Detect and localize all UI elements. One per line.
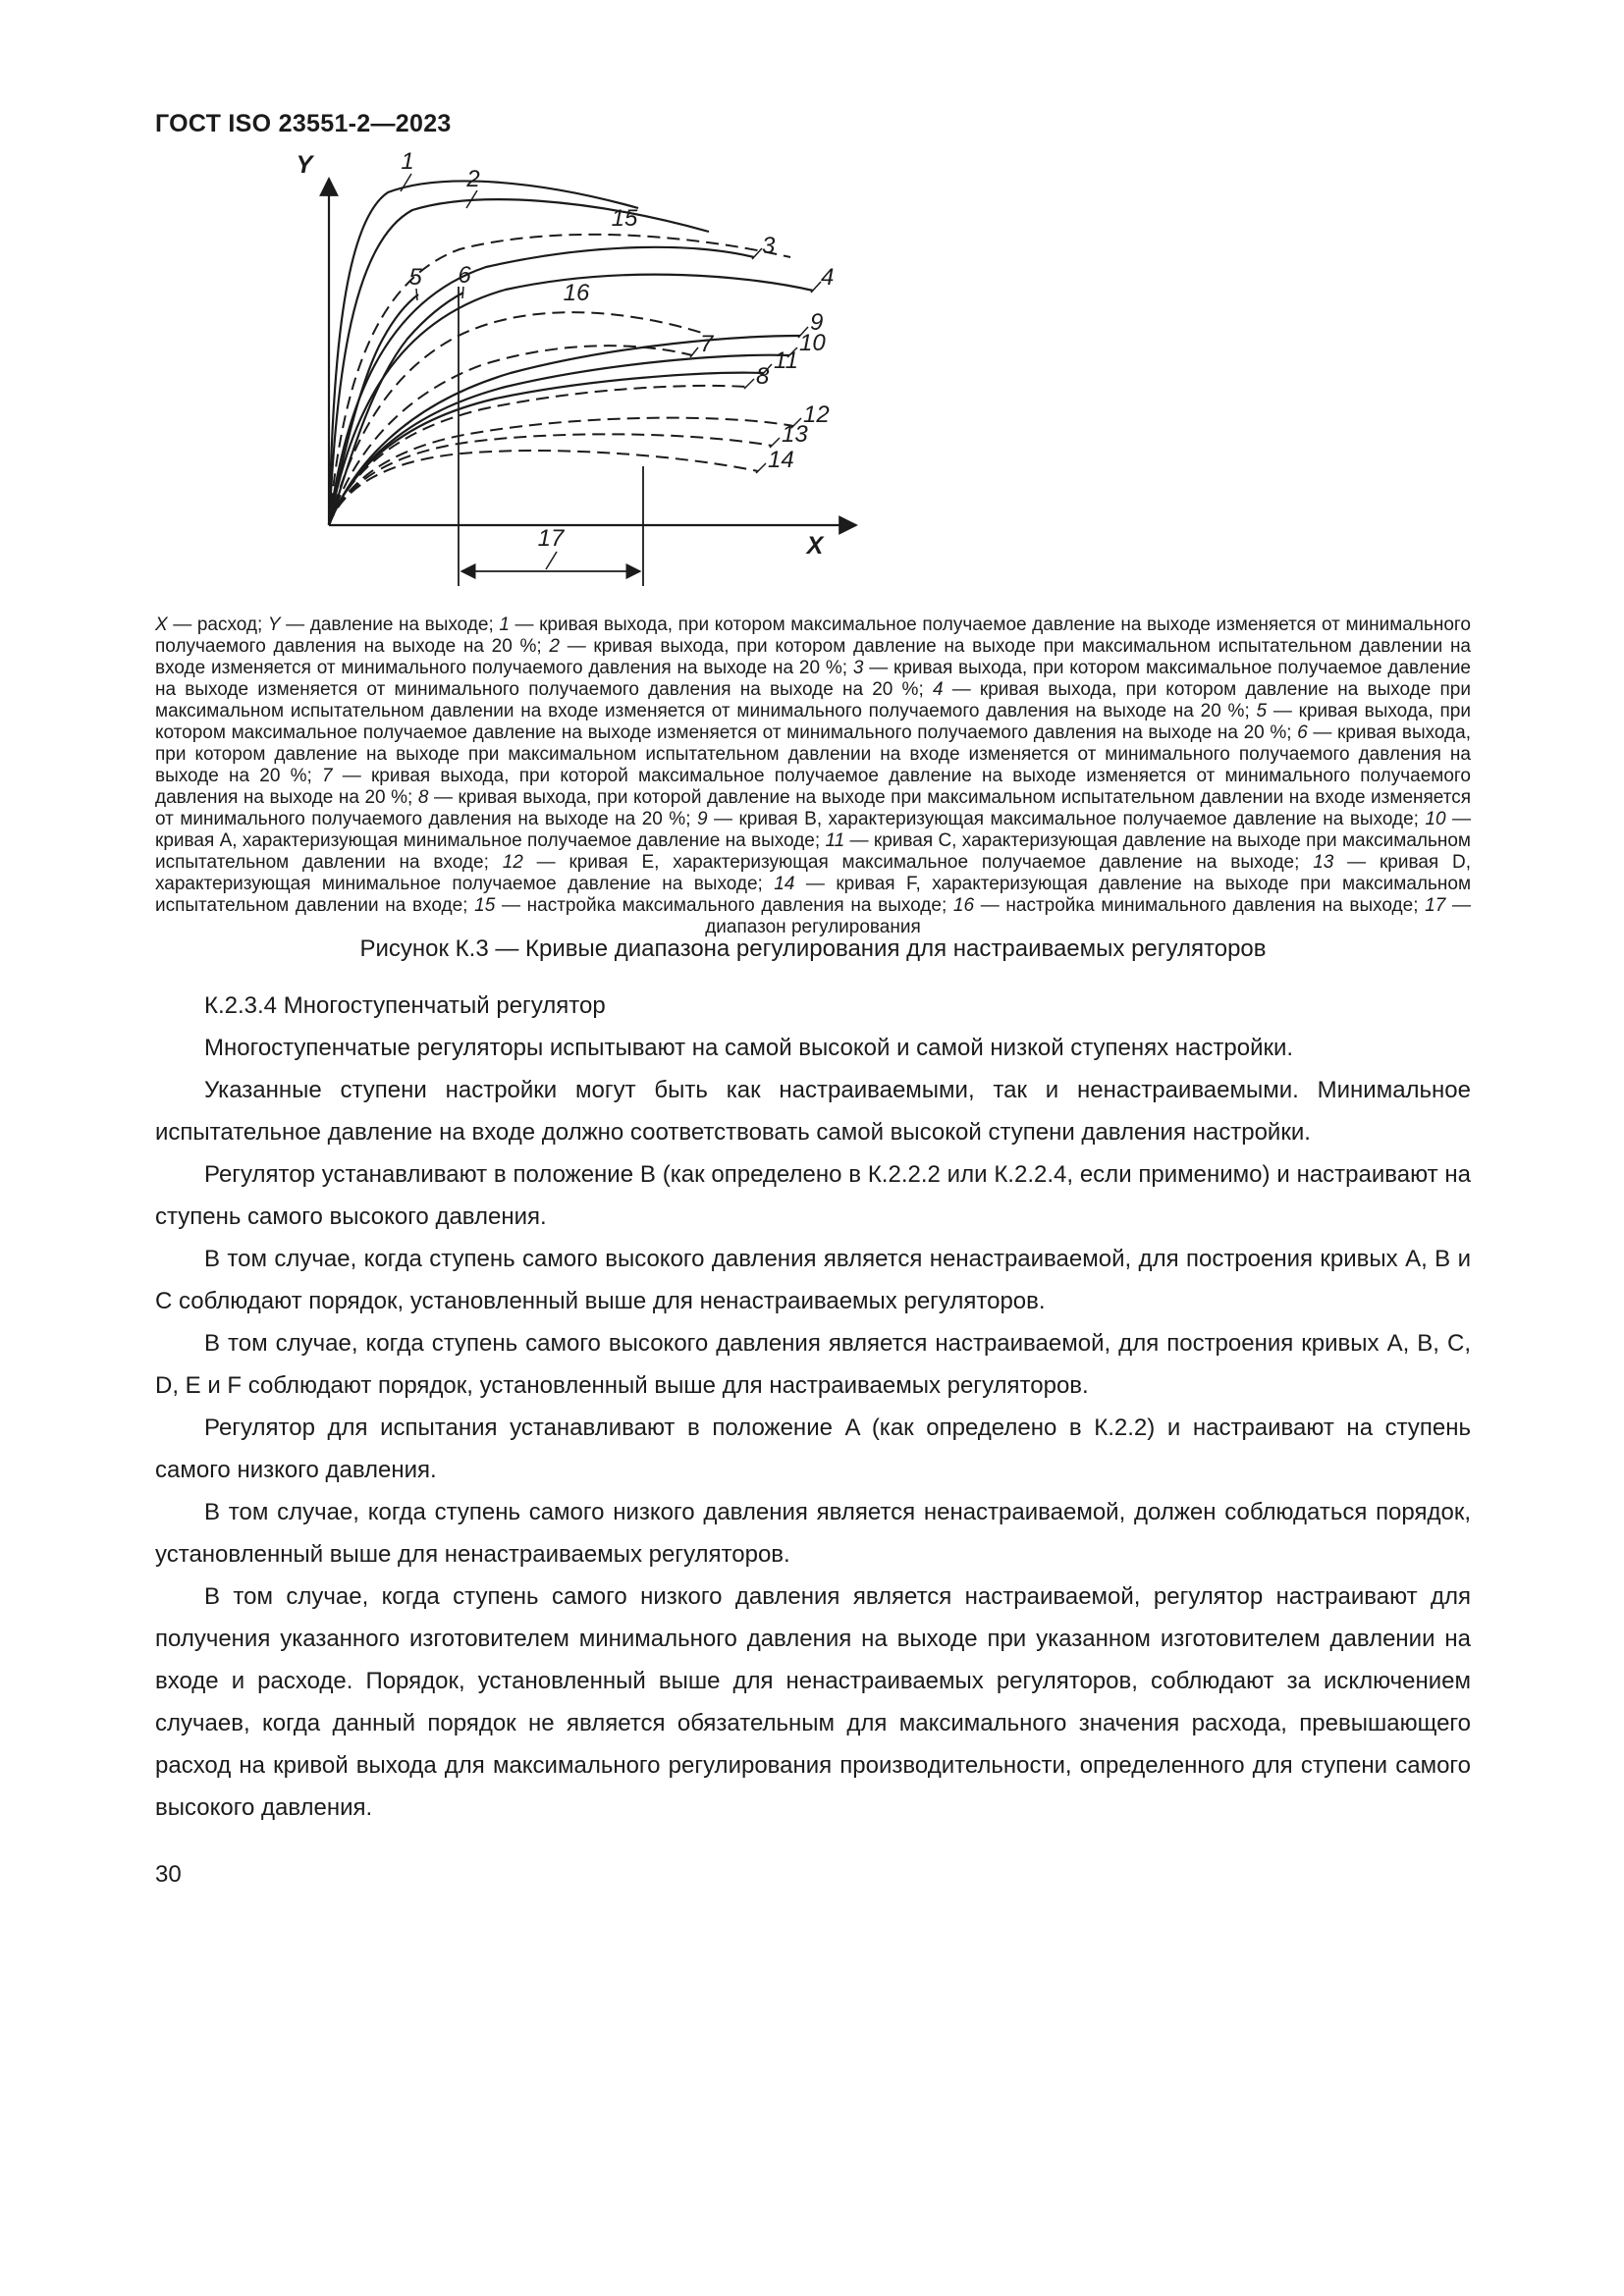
curve-label-15: 15 bbox=[611, 205, 638, 232]
curve-label-13: 13 bbox=[782, 421, 808, 448]
curve-12 bbox=[329, 418, 793, 525]
x-axis-label: X bbox=[806, 532, 824, 560]
section-k234 bbox=[155, 985, 1471, 1829]
paragraph: Указанные ступени настройки могут быть как настраиваемыми, так и ненастраиваемыми. Минимальное испытательное давление на входе должно соответствовать самой высокой ступени давления настройки. bbox=[155, 1077, 1471, 1146]
curve-8 bbox=[329, 386, 746, 525]
leader-tick-4 bbox=[811, 282, 821, 293]
curve-label-3: 3 bbox=[762, 233, 776, 259]
paragraph: В том случае, когда ступень самого низкого давления является настраиваемой, регулятор настраивают для получения указанного изготовителем минимального давления на выходе при указанном изготовителем давлении на входе и расходе. Порядок, установленный выше для ненастраиваемых регуляторов, соблюдают за исключением случаев, когда данный порядок не является обязательным для максимального значения расхода, превышающего расход на кривой выхода для максимального регулирования производительности, определенного для ступени самого высокого давления. bbox=[155, 1583, 1471, 1821]
curve-label-11: 11 bbox=[774, 347, 798, 374]
curve-label-1: 1 bbox=[401, 148, 414, 175]
curve-label-8: 8 bbox=[756, 363, 770, 390]
curve-label-2: 2 bbox=[466, 166, 480, 192]
curve-3 bbox=[329, 247, 754, 525]
curve-11 bbox=[329, 373, 764, 525]
curve-label-6: 6 bbox=[458, 262, 471, 289]
paragraph: Многоступенчатые регуляторы испытывают на самой высокой и самой низкой ступенях настройки. bbox=[204, 1035, 1294, 1061]
curve-label-4: 4 bbox=[821, 264, 835, 291]
standard-designation: ГОСТ ISO 23551-2—2023 bbox=[155, 110, 452, 137]
curve-label-9: 9 bbox=[810, 309, 824, 336]
curve-label-7: 7 bbox=[700, 331, 714, 357]
figure-caption: X — расход; Y — давление на выходе; 1 — кривая выхода, при котором максимальное получаемое давление на выходе изменяется от минимального получаемого давления на выходе на 20 %; 2 — кривая выхода, при котором давление на выходе при максимальном испытательном давлении на входе изменяется от минимального получаемого давления на выходе на 20 %; 3 — кривая выхода, при котором максимальное получаемое давление на выходе изменяется от минимального получаемого давления на выходе на 20 %; 4 — кривая выхода, при котором давление на выходе при максимальном испытательном давлении на входе изменяется от минимального получаемого давления на выходе на 20 %; 5 — кривая выхода, при котором максимальное получаемое давление на выходе изменяется от минимального получаемого давления на выходе на 20 %; 6 — кривая выхода, при котором давление на выходе при максимальном испытательном давлении на входе изменяется от минимального получаемого давления на выходе на 20 %; 7 — кривая выхода, при которой максимальное получаемое давление на выходе изменяется от минимального получаемого давления на выходе на 20 %; 8 — кривая выхода, при которой давление на выходе при максимальном испытательном давлении на входе изменяется от минимального получаемого давления на выходе на 20 %; 9 — кривая B, характеризующая максимальное получаемое давление на выходе; 10 — кривая A, характеризующая минимальное получаемое давление на выходе; 11 — кривая C, характеризующая давление на выходе при максимальном испытательном давлении на входе; 12 — кривая E, характеризующая максимальное получаемое давление на выходе; 13 — кривая D, характеризующая минимальное получаемое давление на выходе; 14 — кривая F, характеризующая давление на выходе при максимальном испытательном давлении на входе; 15 — настройка максимального давления на выходе; 16 — настройка минимального давления на выходе; 17 — диапазон регулирования bbox=[155, 614, 1472, 937]
curve-label-12: 12 bbox=[803, 401, 830, 428]
figure-title: Рисунок К.3 — Кривые диапазона регулирования для настраиваемых регуляторов bbox=[359, 935, 1267, 962]
paragraph: В том случае, когда ступень самого низкого давления является ненастраиваемой, должен соблюдаться порядок, установленный выше для ненастраиваемых регуляторов. bbox=[155, 1499, 1471, 1568]
figure-k3 bbox=[285, 147, 893, 609]
page-number: 30 bbox=[155, 1861, 182, 1888]
curve-label-14: 14 bbox=[768, 447, 794, 473]
figure-k3-graph bbox=[285, 147, 893, 609]
paragraph: В том случае, когда ступень самого высокого давления является ненастраиваемой, для построения кривых A, B и C соблюдают порядок, установленный выше для ненастраиваемых регуляторов. bbox=[155, 1246, 1471, 1314]
curve-label-16: 16 bbox=[563, 280, 590, 306]
leader-tick-17 bbox=[546, 552, 557, 569]
leader-tick-7 bbox=[690, 347, 698, 357]
curve-label-17: 17 bbox=[537, 525, 565, 552]
leader-tick-14 bbox=[756, 463, 766, 473]
section-heading: К.2.3.4 Многоступенчатый регулятор bbox=[204, 992, 606, 1019]
curve-13 bbox=[329, 434, 772, 525]
leader-tick-8 bbox=[744, 379, 754, 389]
y-axis-label: Y bbox=[296, 151, 313, 179]
paragraph: Регулятор устанавливают в положение B (как определено в К.2.2.2 или К.2.2.4, если применимо) и настраивают на ступень самого высокого давления. bbox=[155, 1161, 1471, 1230]
curve-label-10: 10 bbox=[799, 330, 826, 356]
curve-label-5: 5 bbox=[408, 264, 422, 291]
paragraph: Регулятор для испытания устанавливают в положение A (как определено в К.2.2) и настраивают на ступень самого низкого давления. bbox=[155, 1415, 1471, 1483]
leader-tick-1 bbox=[401, 174, 411, 191]
curve-14 bbox=[329, 451, 758, 525]
curve-9 bbox=[329, 336, 800, 525]
paragraph: В том случае, когда ступень самого высокого давления является настраиваемой, для построения кривых A, B, C, D, E и F соблюдают порядок, установленный выше для настраиваемых регуляторов. bbox=[155, 1330, 1471, 1399]
